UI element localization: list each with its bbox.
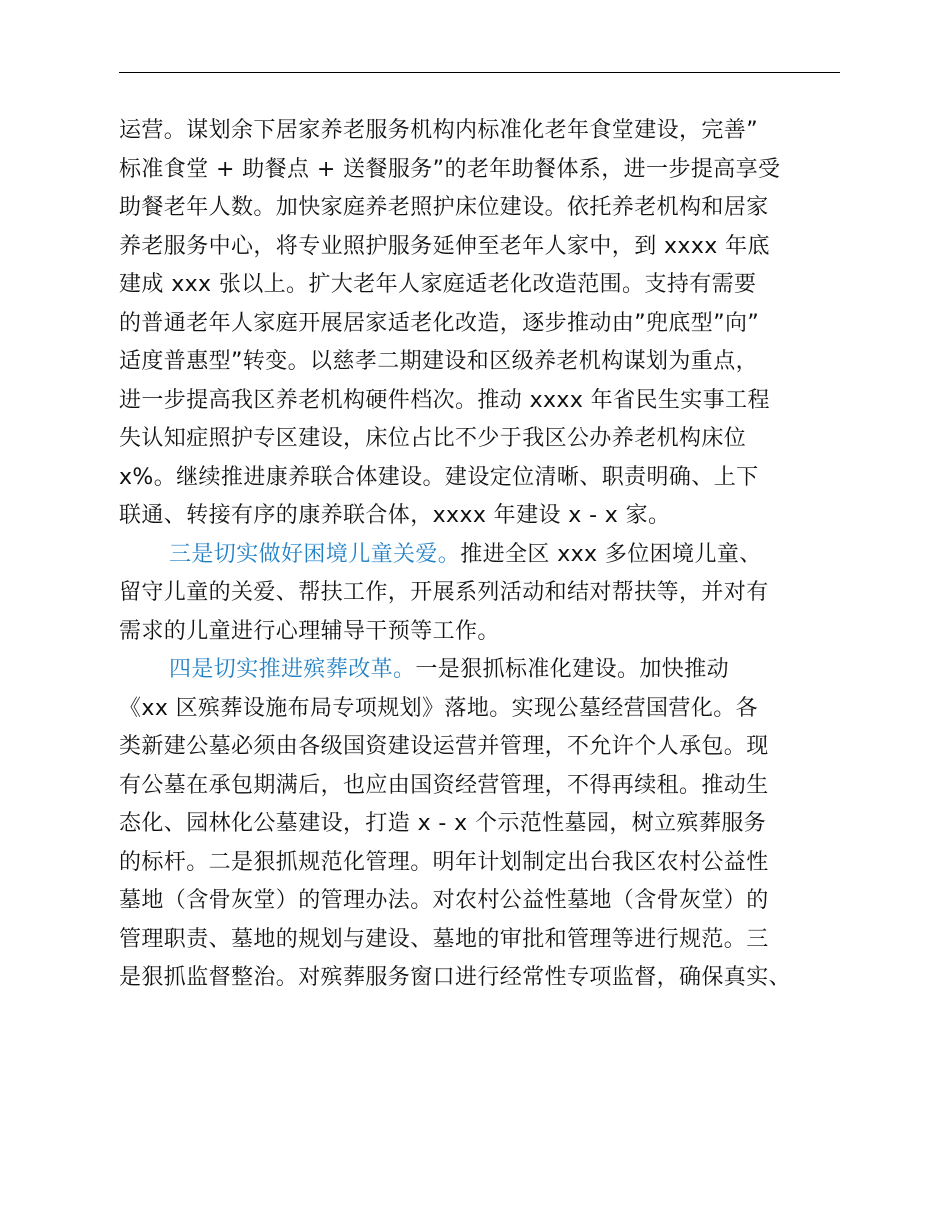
paragraph-start-funeral-reform	[119, 651, 849, 690]
text-line: 助餐老年人数。加快家庭养老照护床位建设。依托养老机构和居家	[119, 195, 769, 220]
text-line: 需求的儿童进行心理辅导干预等工作。	[119, 618, 500, 644]
text-line: 适度普惠型”转变。以慈孝二期建设和区级养老机构谋划为重点，	[119, 349, 758, 374]
text-line: 标准食堂 + 助餐点 + 送餐服务”的老年助餐体系，进一步提高享受	[119, 156, 781, 182]
section-heading-funeral-reform: 四是切实推进殡葬改革。	[169, 657, 416, 682]
text-line: 墓地（含骨灰堂）的管理办法。对农村公益性墓地（含骨灰堂）的	[119, 888, 769, 913]
text-line: 态化、园林化公墓建设，打造 x - x 个示范性墓园，树立殡葬服务	[119, 811, 767, 836]
text-line: 是狠抓监督整治。对殡葬服务窗口进行经常性专项监督，确保真实、	[119, 965, 792, 990]
text-line: 养老服务中心，将专业照护服务延伸至老年人家中，到 xxxx 年底	[119, 233, 770, 259]
text-line: 的普通老年人家庭开展居家适老化改造，逐步推动由”兜底型”向”	[119, 310, 760, 336]
text-line: 留守儿童的关爱、帮扶工作，开展系列活动和结对帮扶等，并对有	[119, 580, 769, 605]
body-text	[119, 112, 849, 998]
text-line: 管理职责、墓地的规划与建设、墓地的审批和管理等进行规范。三	[119, 926, 769, 952]
section-heading-children-care: 三是切实做好困境儿童关爱。	[169, 541, 461, 567]
text-line: 的标杆。二是狠抓规范化管理。明年计划制定出台我区农村公益性	[119, 849, 769, 875]
text-line: 类新建公墓必须由各级国资建设运营并管理，不允许个人承包。现	[119, 734, 769, 759]
header-rule	[119, 72, 840, 73]
text-line: 进一步提高我区养老机构硬件档次。推动 xxxx 年省民生实事工程	[119, 387, 770, 413]
text-line: 建成 xxx 张以上。扩大老年人家庭适老化改造范围。支持有需要	[119, 272, 757, 297]
text-line: 有公墓在承包期满后，也应由国资经营管理，不得再续租。推动生	[119, 772, 769, 798]
text-line: 《xx 区殡葬设施布局专项规划》落地。实现公墓经营国营化。各	[119, 695, 759, 721]
text-run: 推进全区 xxx 多位困境儿童、	[460, 541, 762, 567]
text-line: 联通、转接有序的康养联合体，xxxx 年建设 x - x 家。	[119, 503, 671, 528]
text-run: 一是狠抓标准化建设。加快推动	[415, 657, 730, 682]
text-line: x%。继续推进康养联合体建设。建设定位清晰、职责明确、上下	[119, 464, 759, 490]
text-line: 运营。谋划余下居家养老服务机构内标准化老年食堂建设，完善”	[119, 118, 758, 143]
paragraph-start-children-care	[119, 536, 849, 575]
text-line: 失认知症照护专区建设，床位占比不少于我区公办养老机构床位	[119, 426, 747, 451]
